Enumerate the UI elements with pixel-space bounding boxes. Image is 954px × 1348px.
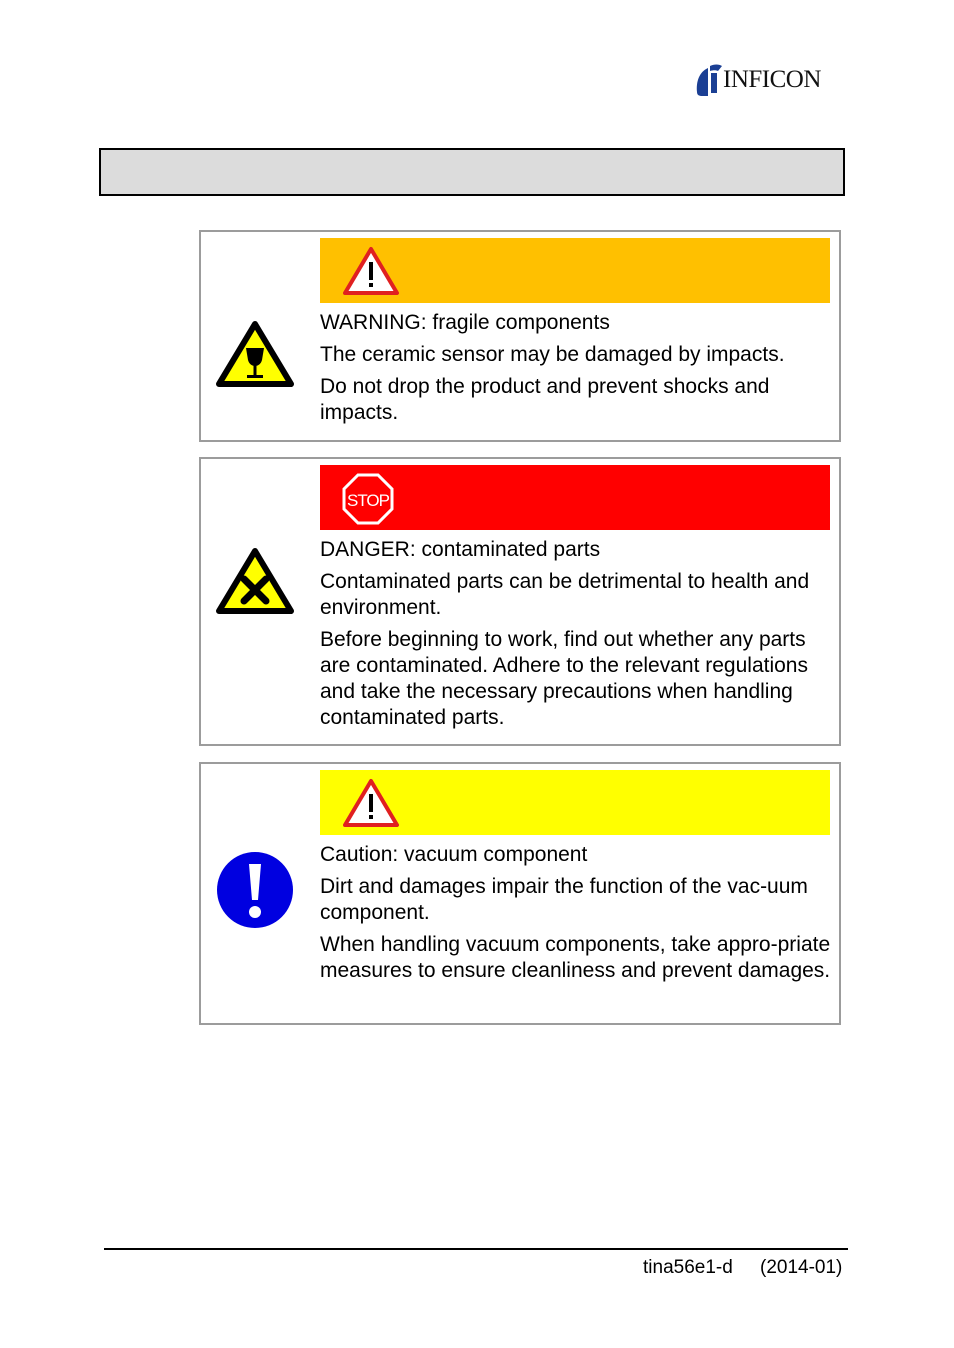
section-header-bar xyxy=(99,148,845,196)
warning-paragraph: Do not drop the product and prevent shocks and impacts. xyxy=(320,375,770,424)
footer-date: (2014-01) xyxy=(760,1257,843,1278)
warning-triangle-icon xyxy=(342,246,400,296)
danger-paragraph: Before beginning to work, find out whether any parts are contaminated. Adhere to the relevant regulations and take the necessary precautions when handling contaminated parts. xyxy=(320,628,808,729)
danger-notice xyxy=(199,457,841,746)
warning-text xyxy=(320,310,832,432)
warning-notice xyxy=(199,230,841,442)
danger-signal-band xyxy=(320,465,830,530)
caution-paragraph: Dirt and damages impair the function of the vac-uum component. xyxy=(320,875,808,924)
footer-rule xyxy=(104,1248,848,1250)
danger-heading: DANGER: contaminated parts xyxy=(320,538,601,561)
warning-signal-band xyxy=(320,238,830,303)
caution-text xyxy=(320,842,832,990)
danger-text xyxy=(320,537,832,737)
warning-heading: WARNING: fragile components xyxy=(320,311,610,334)
danger-paragraph: Contaminated parts can be detrimental to health and environment. xyxy=(320,570,810,619)
harmful-x-icon xyxy=(215,545,295,625)
fragile-icon xyxy=(215,318,295,398)
stop-sign-icon xyxy=(342,473,394,525)
caution-signal-band xyxy=(320,770,830,835)
inficon-logo-mark-icon xyxy=(694,62,724,96)
caution-paragraph: When handling vacuum components, take appro-priate measures to ensure cleanliness and prevent damages. xyxy=(320,933,831,982)
stop-sign-label: STOP xyxy=(347,491,389,510)
footer-doc-id: tina56e1-d xyxy=(643,1257,733,1278)
inficon-logo xyxy=(694,62,846,96)
caution-heading: Caution: vacuum component xyxy=(320,843,588,866)
caution-notice xyxy=(199,762,841,1025)
mandatory-exclamation-icon xyxy=(215,850,295,930)
warning-triangle-icon xyxy=(342,778,400,828)
brand-name: INFICON xyxy=(723,66,821,93)
warning-paragraph: The ceramic sensor may be damaged by impacts. xyxy=(320,343,785,366)
